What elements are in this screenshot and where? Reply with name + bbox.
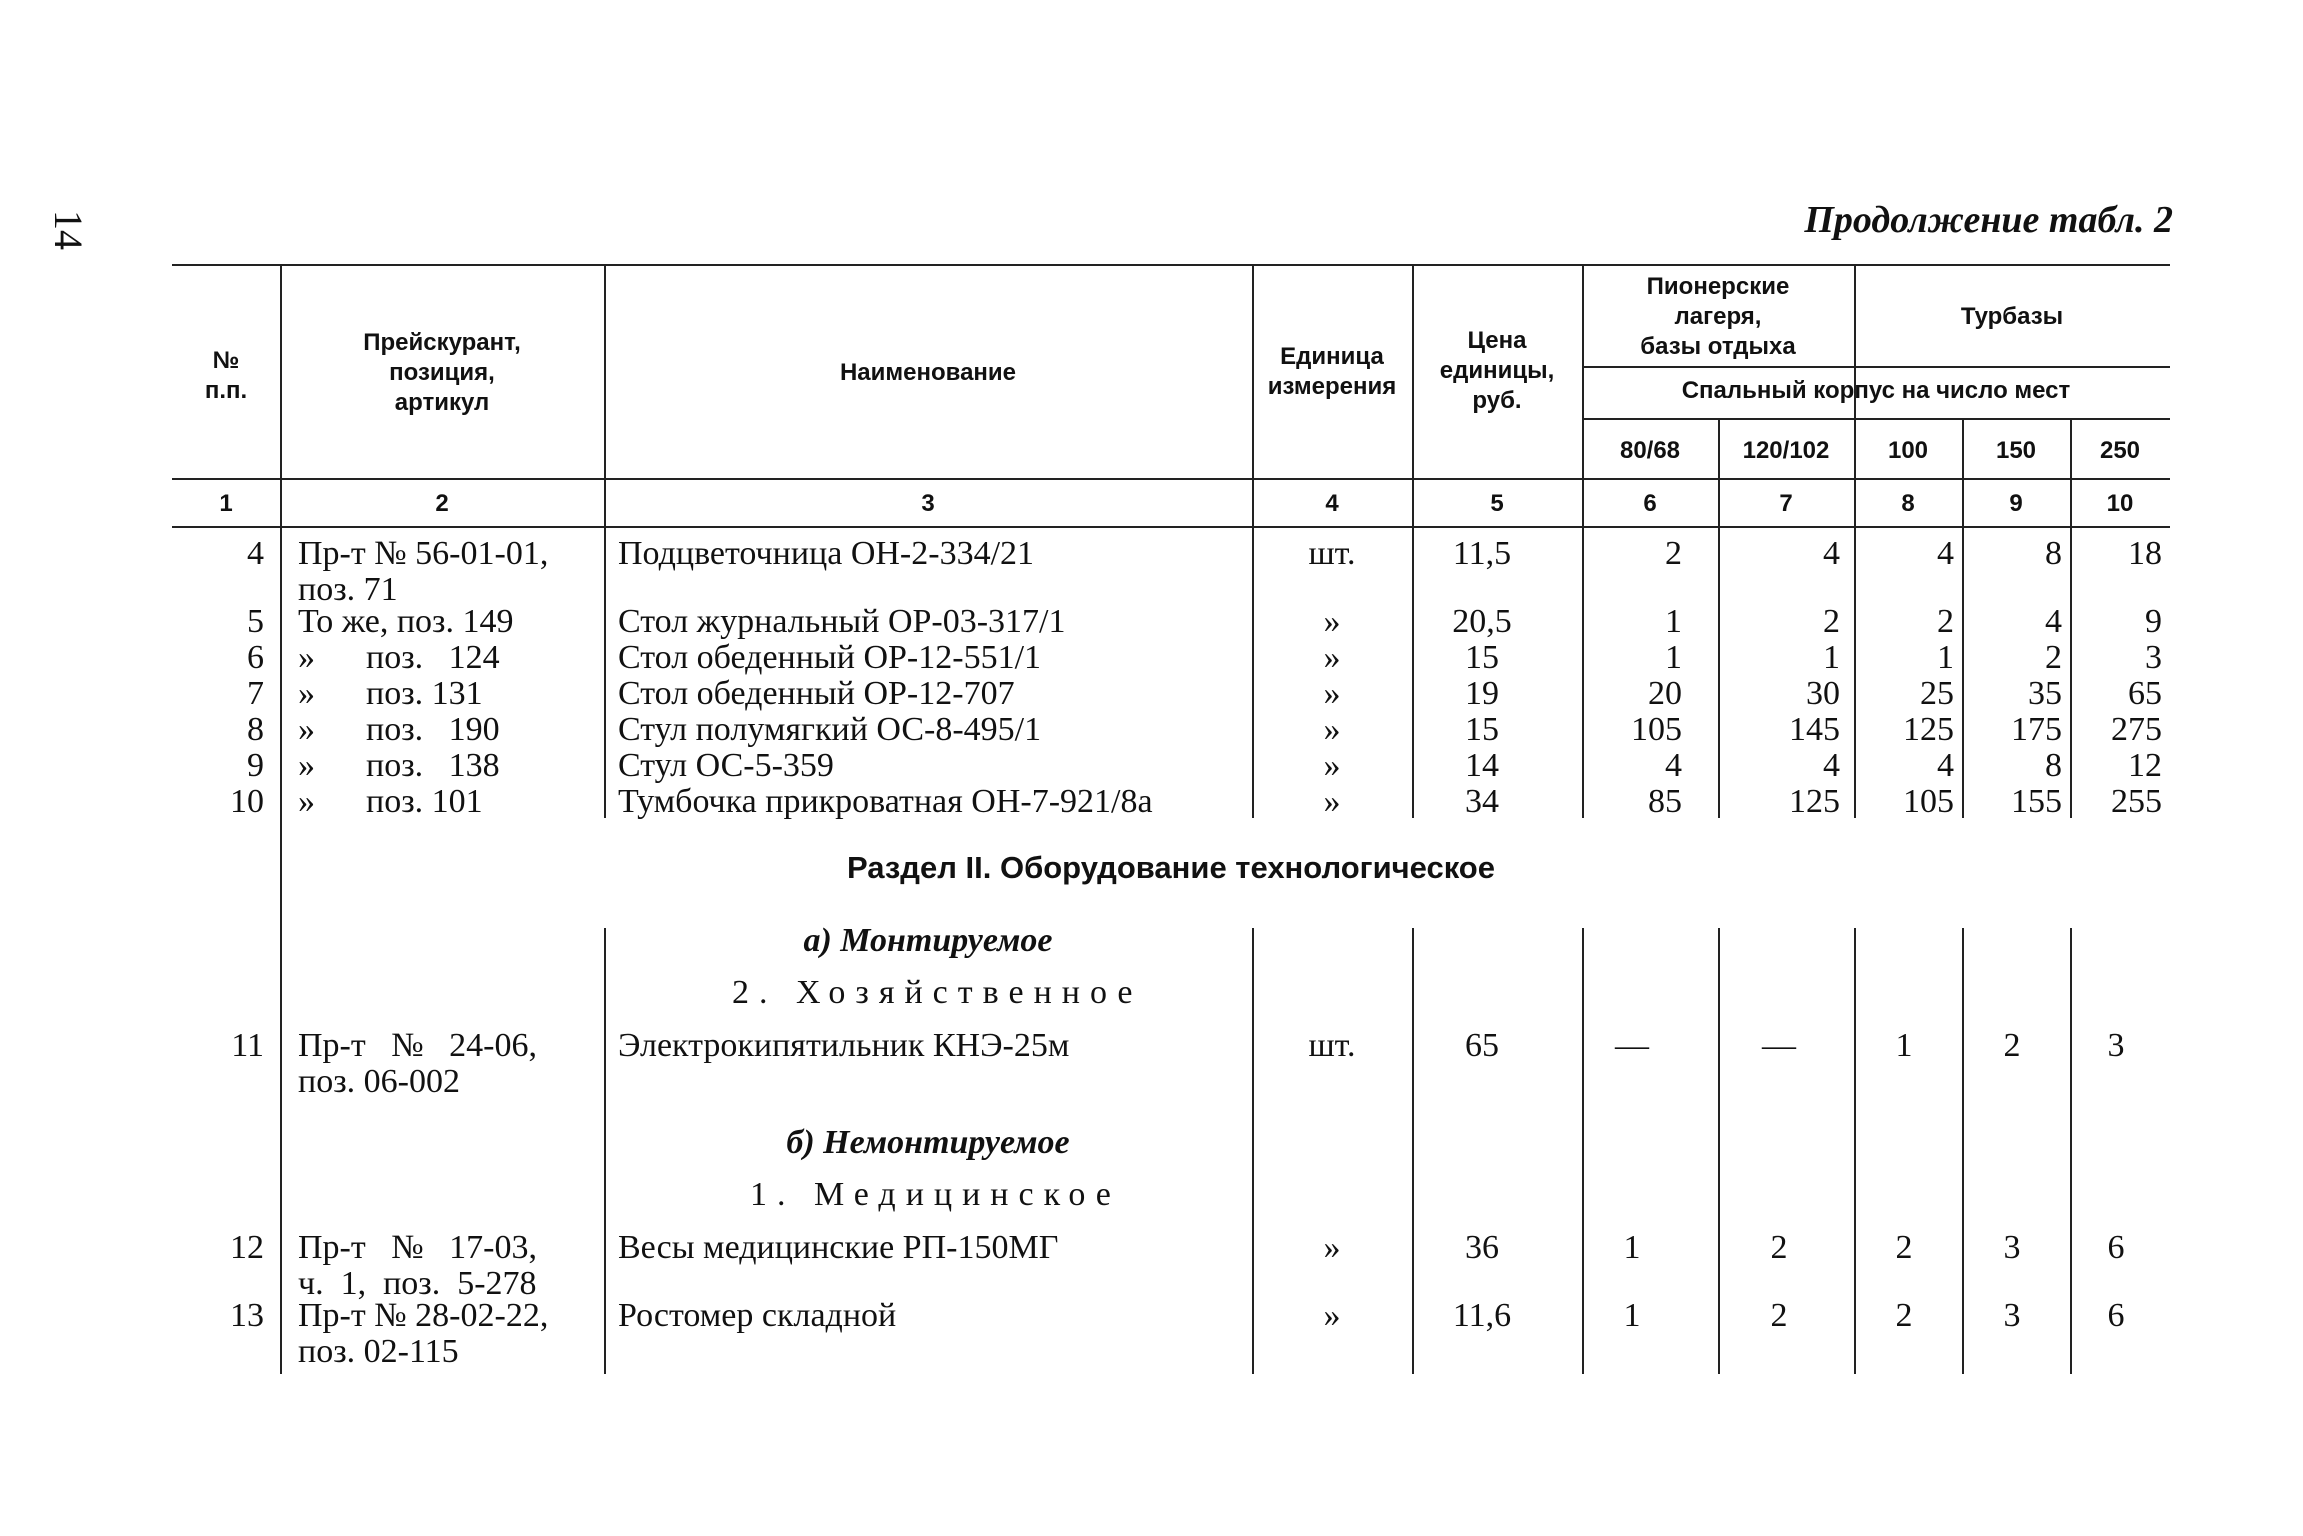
quantity-cell: 105 <box>1631 711 1682 748</box>
quantity-cell: 4 <box>1937 747 1954 784</box>
header-num: № п.п. <box>204 347 248 404</box>
header-pioneer: Пионерские лагеря, базы отдыха <box>1640 273 1796 360</box>
unit-price: 15 <box>1465 711 1499 748</box>
quantity-cell: 20 <box>1648 675 1682 712</box>
quantity-cell: 4 <box>1937 535 1954 572</box>
pricelist-ref: Пр-т № 56-01-01, поз. 71 <box>298 535 549 608</box>
item-name: Стол журнальный ОР-03-317/1 <box>618 603 1066 640</box>
pricelist-ref: Пр-т № 28-02-22, поз. 02-115 <box>298 1297 549 1370</box>
item-name: Стол обеденный ОР-12-551/1 <box>618 639 1042 676</box>
item-name: Стул полумягкий ОС-8-495/1 <box>618 711 1042 748</box>
unit-price: 15 <box>1465 639 1499 676</box>
quantity-cell: 6 <box>2107 1297 2125 1334</box>
item-name: Электрокипятильник КНЭ-25м <box>618 1027 1070 1064</box>
rule-group <box>1582 366 2170 368</box>
quantity-cell: 1 <box>1823 639 1840 676</box>
section-title: Раздел II. Оборудование технологическое <box>847 850 1495 885</box>
quantity-cell: 8 <box>2045 535 2062 572</box>
quantity-cell: 3 <box>2145 639 2162 676</box>
pricelist-ref: » поз. 124 <box>298 639 500 676</box>
header-size: 150 <box>1995 437 2037 464</box>
quantity-cell: 2 <box>2045 639 2062 676</box>
quantity-cell: 1 <box>1895 1027 1913 1064</box>
header-pricelist: Прейскурант, позиция, артикул <box>363 329 521 416</box>
quantity-cell: 3 <box>2003 1229 2021 1266</box>
quantity-cell: 4 <box>1823 747 1840 784</box>
quantity-cell: 65 <box>2128 675 2162 712</box>
col-number: 6 <box>1643 490 1657 517</box>
rule-sleeping <box>1582 418 2170 420</box>
unit: » <box>1323 603 1341 640</box>
unit-price: 14 <box>1465 747 1499 784</box>
quantity-cell: 105 <box>1903 783 1954 820</box>
quantity-cell: 6 <box>2107 1229 2125 1266</box>
quantity-cell: 3 <box>2003 1297 2021 1334</box>
quantity-cell: 275 <box>2111 711 2162 748</box>
col-number: 2 <box>435 490 449 517</box>
header-turbazy: Турбазы <box>1960 303 2064 330</box>
row-number: 4 <box>247 535 264 572</box>
pricelist-ref: » поз. 190 <box>298 711 500 748</box>
col-number: 5 <box>1490 490 1504 517</box>
subsection-a: а) Монтируемое <box>803 922 1053 959</box>
pricelist-ref: » поз. 131 <box>298 675 483 712</box>
quantity-cell: 1 <box>1623 1229 1641 1266</box>
quantity-cell: 2 <box>1823 603 1840 640</box>
unit: » <box>1323 711 1341 748</box>
header-price: Цена единицы, руб. <box>1439 327 1555 414</box>
header-name: Наименование <box>839 359 1017 386</box>
quantity-cell: 4 <box>1823 535 1840 572</box>
quantity-cell: 2 <box>1895 1229 1913 1266</box>
col-number: 7 <box>1779 490 1793 517</box>
pricelist-ref: Пр-т № 24-06, поз. 06-002 <box>298 1027 537 1100</box>
quantity-cell: 3 <box>2107 1027 2125 1064</box>
unit-price: 11,6 <box>1452 1297 1512 1334</box>
rule-header-bottom <box>172 478 2170 480</box>
pricelist-ref: Пр-т № 17-03, ч. 1, поз. 5-278 <box>298 1229 537 1302</box>
quantity-cell: 2 <box>2003 1027 2021 1064</box>
quantity-cell: 2 <box>1937 603 1954 640</box>
item-name: Ростомер складной <box>618 1297 897 1334</box>
col-number: 4 <box>1325 490 1339 517</box>
vline-2 <box>604 264 606 818</box>
unit: » <box>1323 1297 1341 1334</box>
vline-1 <box>280 264 282 1374</box>
quantity-cell: — <box>1762 1027 1796 1064</box>
unit: » <box>1323 1229 1341 1266</box>
quantity-cell: 1 <box>1665 639 1682 676</box>
unit-price: 65 <box>1465 1027 1499 1064</box>
unit-price: 20,5 <box>1452 603 1512 640</box>
col-number: 1 <box>219 490 233 517</box>
rule-top <box>172 264 2170 266</box>
quantity-cell: 35 <box>2028 675 2062 712</box>
quantity-cell: 2 <box>1665 535 1682 572</box>
header-size: 250 <box>2099 437 2141 464</box>
item-name: Подцветочница ОН-2-334/21 <box>618 535 1035 572</box>
item-name: Стул ОС-5-359 <box>618 747 834 784</box>
header-size: 80/68 <box>1619 437 1681 464</box>
quantity-cell: 12 <box>2128 747 2162 784</box>
quantity-cell: 1 <box>1665 603 1682 640</box>
unit-price: 19 <box>1465 675 1499 712</box>
pricelist-ref: » поз. 138 <box>298 747 500 784</box>
unit: шт. <box>1308 1027 1356 1064</box>
quantity-cell: 25 <box>1920 675 1954 712</box>
row-number: 13 <box>230 1297 264 1334</box>
unit-price: 36 <box>1465 1229 1499 1266</box>
quantity-cell: 4 <box>2045 603 2062 640</box>
item-name: Стол обеденный ОР-12-707 <box>618 675 1015 712</box>
group-a: 2. Хозяйственное <box>732 974 1143 1011</box>
row-number: 9 <box>247 747 264 784</box>
header-size: 120/102 <box>1742 437 1830 464</box>
quantity-cell: 85 <box>1648 783 1682 820</box>
unit-price: 11,5 <box>1452 535 1512 572</box>
pricelist-ref: » поз. 101 <box>298 783 483 820</box>
quantity-cell: — <box>1615 1027 1649 1064</box>
group-b: 1. Медицинское <box>750 1176 1121 1213</box>
quantity-cell: 2 <box>1770 1229 1788 1266</box>
quantity-cell: 18 <box>2128 535 2162 572</box>
unit: » <box>1323 783 1341 820</box>
row-number: 7 <box>247 675 264 712</box>
quantity-cell: 175 <box>2011 711 2062 748</box>
quantity-cell: 30 <box>1806 675 1840 712</box>
header-unit: Единица измерения <box>1267 343 1397 400</box>
quantity-cell: 125 <box>1903 711 1954 748</box>
page-number: 14 <box>46 210 91 250</box>
quantity-cell: 1 <box>1937 639 1954 676</box>
row-number: 10 <box>230 783 264 820</box>
subsection-b: б) Немонтируемое <box>786 1124 1070 1161</box>
unit: » <box>1323 639 1341 676</box>
quantity-cell: 145 <box>1789 711 1840 748</box>
rule-colnum-bottom <box>172 526 2170 528</box>
quantity-cell: 4 <box>1665 747 1682 784</box>
col-number: 8 <box>1901 490 1915 517</box>
item-name: Весы медицинские РП-150МГ <box>618 1229 1059 1266</box>
item-name: Тумбочка прикроватная ОН-7-921/8а <box>618 783 1153 820</box>
unit-price: 34 <box>1465 783 1499 820</box>
row-number: 8 <box>247 711 264 748</box>
header-sleeping: Спальный корпус на число мест <box>1681 377 2071 404</box>
unit: шт. <box>1308 535 1356 572</box>
row-number: 11 <box>231 1027 264 1064</box>
header-size: 100 <box>1887 437 1929 464</box>
quantity-cell: 1 <box>1623 1297 1641 1334</box>
row-number: 5 <box>247 603 264 640</box>
quantity-cell: 255 <box>2111 783 2162 820</box>
col-number: 10 <box>2106 490 2134 517</box>
pricelist-ref: То же, поз. 149 <box>298 603 514 640</box>
col-number: 9 <box>2009 490 2023 517</box>
unit: » <box>1323 747 1341 784</box>
col-number: 3 <box>921 490 935 517</box>
quantity-cell: 2 <box>1895 1297 1913 1334</box>
table-caption: Продолжение табл. 2 <box>1804 199 2173 241</box>
quantity-cell: 125 <box>1789 783 1840 820</box>
row-number: 12 <box>230 1229 264 1266</box>
quantity-cell: 9 <box>2145 603 2162 640</box>
row-number: 6 <box>247 639 264 676</box>
quantity-cell: 8 <box>2045 747 2062 784</box>
quantity-cell: 155 <box>2011 783 2062 820</box>
unit: » <box>1323 675 1341 712</box>
quantity-cell: 2 <box>1770 1297 1788 1334</box>
